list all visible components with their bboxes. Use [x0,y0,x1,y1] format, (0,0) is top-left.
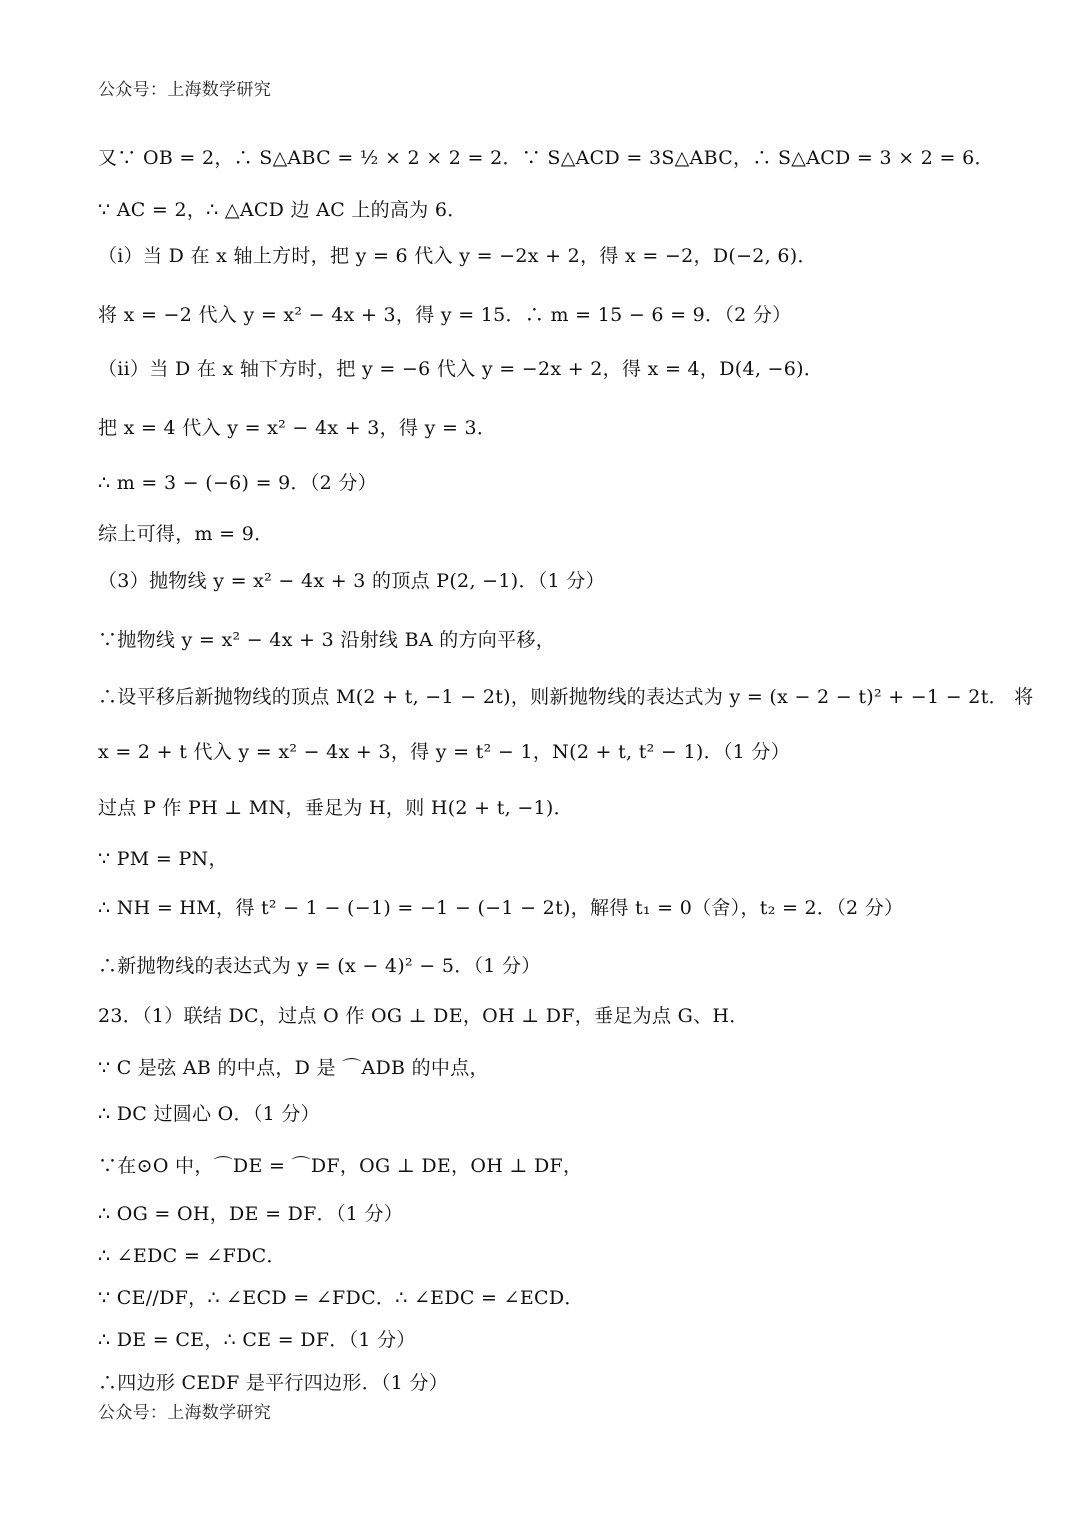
page-header: 公众号：上海数学研究 [98,80,271,100]
text-line: 将 x = −2 代入 y = x² − 4x + 3，得 y = 15．∴ m = 15 − 6 = 9．（2 分） [98,304,792,326]
text-line: （ii）当 D 在 x 轴下方时，把 y = −6 代入 y = −2x + 2，得 x = 4，D(4, −6)． [98,358,824,380]
text-line: 过点 P 作 PH ⊥ MN，垂足为 H，则 H(2 + t, −1)． [98,797,573,819]
text-line: 23．（1）联结 DC，过点 O 作 OG ⊥ DE，OH ⊥ DF，垂足为点 G、H． [98,1005,749,1027]
text-line: ∵在⊙O 中，⌒DE = ⌒DF，OG ⊥ DE，OH ⊥ DF， [98,1155,583,1177]
text-line: ∴新抛物线的表达式为 y = (x − 4)² − 5．（1 分） [98,955,541,977]
text-line: 把 x = 4 代入 y = x² − 4x + 3，得 y = 3． [98,417,497,439]
text-line: ∴四边形 CEDF 是平行四边形．（1 分） [98,1372,449,1394]
page-footer: 公众号：上海数学研究 [98,1403,271,1423]
text-line: ∴ DC 过圆心 O．（1 分） [98,1103,320,1125]
text-line: （3）抛物线 y = x² − 4x + 3 的顶点 P(2, −1)．（1 分） [98,570,605,592]
text-line: ∵ CE//DF，∴ ∠ECD = ∠FDC．∴ ∠EDC = ∠ECD． [98,1287,584,1309]
text-line: ∴ OG = OH，DE = DF．（1 分） [98,1203,404,1225]
text-line: ∵ AC = 2，∴ △ACD 边 AC 上的高为 6． [98,199,467,221]
text-line: ∴ NH = HM，得 t² − 1 − (−1) = −1 − (−1 − 2t)，解得 t₁ = 0（舍），t₂ = 2．（2 分） [98,897,904,919]
text-line: x = 2 + t 代入 y = x² − 4x + 3，得 y = t² − 1，N(2 + t, t² − 1)．（1 分） [98,741,791,763]
text-line: ∴设平移后新抛物线的顶点 M(2 + t, −1 − 2t)，则新抛物线的表达式为 y = (x − 2 − t)² + −1 − 2t． 将 [98,686,1034,708]
text-line: ∴ DE = CE，∴ CE = DF．（1 分） [98,1329,416,1351]
text-line: ∴ ∠EDC = ∠FDC． [98,1245,286,1267]
text-line: 综上可得，m = 9． [98,523,274,545]
text-line: （i）当 D 在 x 轴上方时，把 y = 6 代入 y = −2x + 2，得 x = −2，D(−2, 6)． [98,245,817,267]
text-line: ∵ C 是弦 AB 的中点，D 是 ⌒ADB 的中点， [98,1057,489,1079]
text-line: ∵抛物线 y = x² − 4x + 3 沿射线 BA 的方向平移， [98,629,555,651]
text-line: 又∵ OB = 2，∴ S△ABC = ½ × 2 × 2 = 2．∵ S△ACD = 3S△ABC，∴ S△ACD = 3 × 2 = 6． [98,147,994,169]
text-line: ∵ PM = PN， [98,848,228,870]
text-line: ∴ m = 3 − (−6) = 9．（2 分） [98,472,377,494]
